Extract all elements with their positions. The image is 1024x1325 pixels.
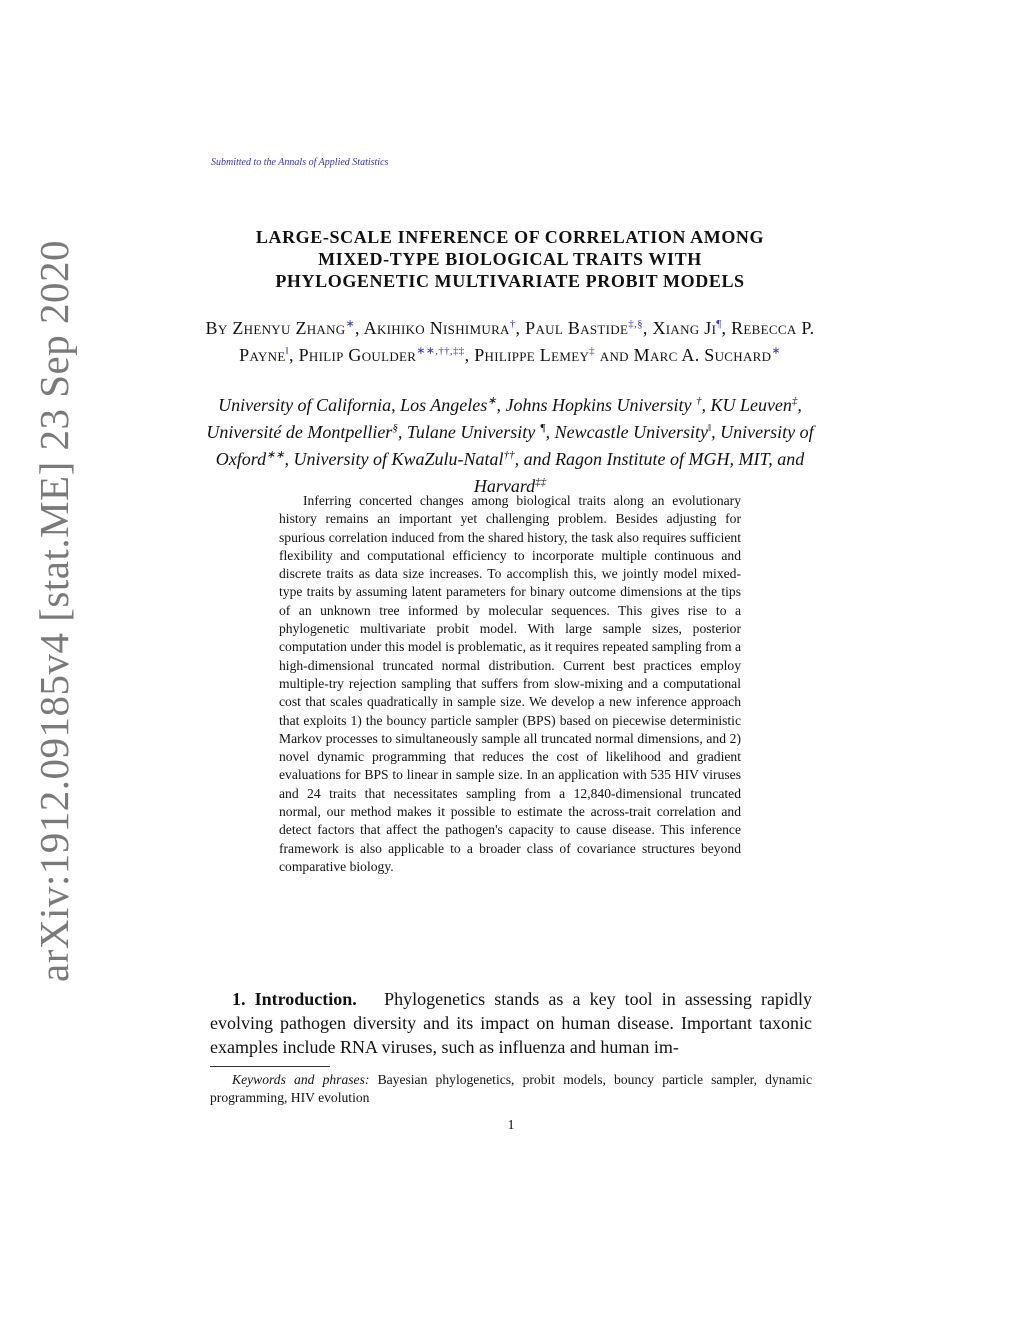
affiliation: Tulane University xyxy=(406,422,536,442)
affiliation: Ragon Institute of MGH, MIT, and Harvard xyxy=(473,449,805,496)
affiliation: Newcastle University xyxy=(554,422,709,442)
keywords-text: Bayesian phylogenetics, probit models, bouncy particle sampler, dynamic programming, HIV evolution xyxy=(210,1072,812,1105)
affiliation: KU Leuven xyxy=(710,395,792,415)
introduction-paragraph xyxy=(210,987,812,1059)
author-list xyxy=(205,313,815,367)
affiliation: University of California, Los Angeles xyxy=(218,395,488,415)
footnote-mark[interactable]: ∗ xyxy=(771,345,781,357)
author-name: Paul Bastide xyxy=(525,318,629,338)
author-name: Philip Goulder xyxy=(298,345,417,365)
author-name: Akihiko Nishimura xyxy=(363,318,510,338)
title-line: LARGE-SCALE INFERENCE OF CORRELATION AMONG xyxy=(255,227,765,247)
author-line: By Zhenyu Zhang∗, Akihiko Nishimura†, Paul Bastide‡,§, Xiang Ji¶, Rebecca P. Payne‖, Philip Goulder∗∗,††,‡‡, Philippe Lemey‡ and Marc A. Suchard∗ xyxy=(205,318,815,365)
page-number: 1 xyxy=(507,1118,515,1133)
author-name: Philippe Lemey xyxy=(474,345,590,365)
footnote-mark[interactable]: ¶ xyxy=(716,318,722,330)
affiliation: University of KwaZulu-Natal xyxy=(293,449,504,469)
abstract: Inferring concerted changes among biological traits along an evolutionary history remains an important yet challenging problem. Besides adjusting for spurious correlation induced from the shared history, the task also requires sufficient flexibility and computational efficiency to incorporate multiple continuous and discrete traits as data size increases. To accomplish this, we jointly model mixed-type traits by assuming latent parameters for binary outcome dimensions at the tips of an unknown tree informed by molecular sequences. This gives rise to a phylogenetic multivariate probit model. With large sample sizes, posterior computation under this model is problematic, as it requires repeated sampling from a high-dimensional truncated normal distribution. Current best practices employ multiple-try rejection sampling that suffers from slow-mixing and a computational cost that scales quadratically in sample size. We develop a new inference approach that exploits 1) the bouncy particle sampler (BPS) based on piecewise deterministic Markov processes to simultaneously sample all truncated normal dimensions, and 2) novel dynamic programming that reduces the cost of likelihood and gradient evaluations for BPS to linear in sample size. In an application with 535 HIV viruses and 24 traits that necessitates sampling from a 12,840-dimensional truncated normal, our method makes it possible to estimate the across-trait correlation and detect factors that affect the pathogen's capacity to cause disease. This inference framework is also applicable to a broader class of covariance structures beyond comparative biology. xyxy=(279,493,741,874)
affiliation: Johns Hopkins University xyxy=(505,395,692,415)
footnote-mark[interactable]: ∗ xyxy=(345,318,356,330)
footnote-rule xyxy=(210,1066,330,1067)
arxiv-identifier: arXiv:1912.09185v4 [stat.ME] 23 Sep 2020 xyxy=(31,240,77,982)
author-name: Marc A. Suchard xyxy=(633,345,772,365)
footnote-mark[interactable]: ∗∗,††,‡‡ xyxy=(416,345,465,357)
affiliation: Université de Montpellier xyxy=(206,422,393,442)
title-line: PHYLOGENETIC MULTIVARIATE PROBIT MODELS xyxy=(275,271,745,291)
footnote-mark[interactable]: ‡,§ xyxy=(628,318,643,330)
affiliations: University of California, Los Angeles∗, Johns Hopkins University †, KU Leuven‡, Université de Montpellier§, Tulane University ¶, Newcastle University‖, University of Oxford∗∗, University of KwaZulu-Natal††, and Ragon Institute of MGH, MIT, and Harvard‡‡ xyxy=(206,395,814,496)
title-line: MIXED-TYPE BIOLOGICAL TRAITS WITH xyxy=(318,249,702,269)
journal-header: Submitted to the Annals of Applied Statistics xyxy=(211,157,389,168)
affiliation: University of Oxford xyxy=(215,422,814,469)
keywords-label: Keywords and phrases: xyxy=(232,1072,370,1087)
author-name: Xiang Ji xyxy=(652,318,717,338)
introduction-text: Phylogenetics stands as a key tool in assessing rapidly evolving pathogen diversity and its impact on human disease. Important taxonic examples include RNA viruses, such as influenza and human im- xyxy=(210,989,812,1057)
footnote-mark[interactable]: † xyxy=(509,318,516,330)
keywords-footnote xyxy=(210,1071,812,1107)
author-name: Zhenyu Zhang xyxy=(232,318,346,338)
section-heading: 1. Introduction. xyxy=(232,989,357,1009)
author-name: Rebecca P. Payne xyxy=(239,318,815,365)
footnote-mark[interactable]: ‖ xyxy=(285,345,289,357)
paper-title xyxy=(200,226,820,292)
footnote-mark[interactable]: ‡ xyxy=(589,345,595,357)
